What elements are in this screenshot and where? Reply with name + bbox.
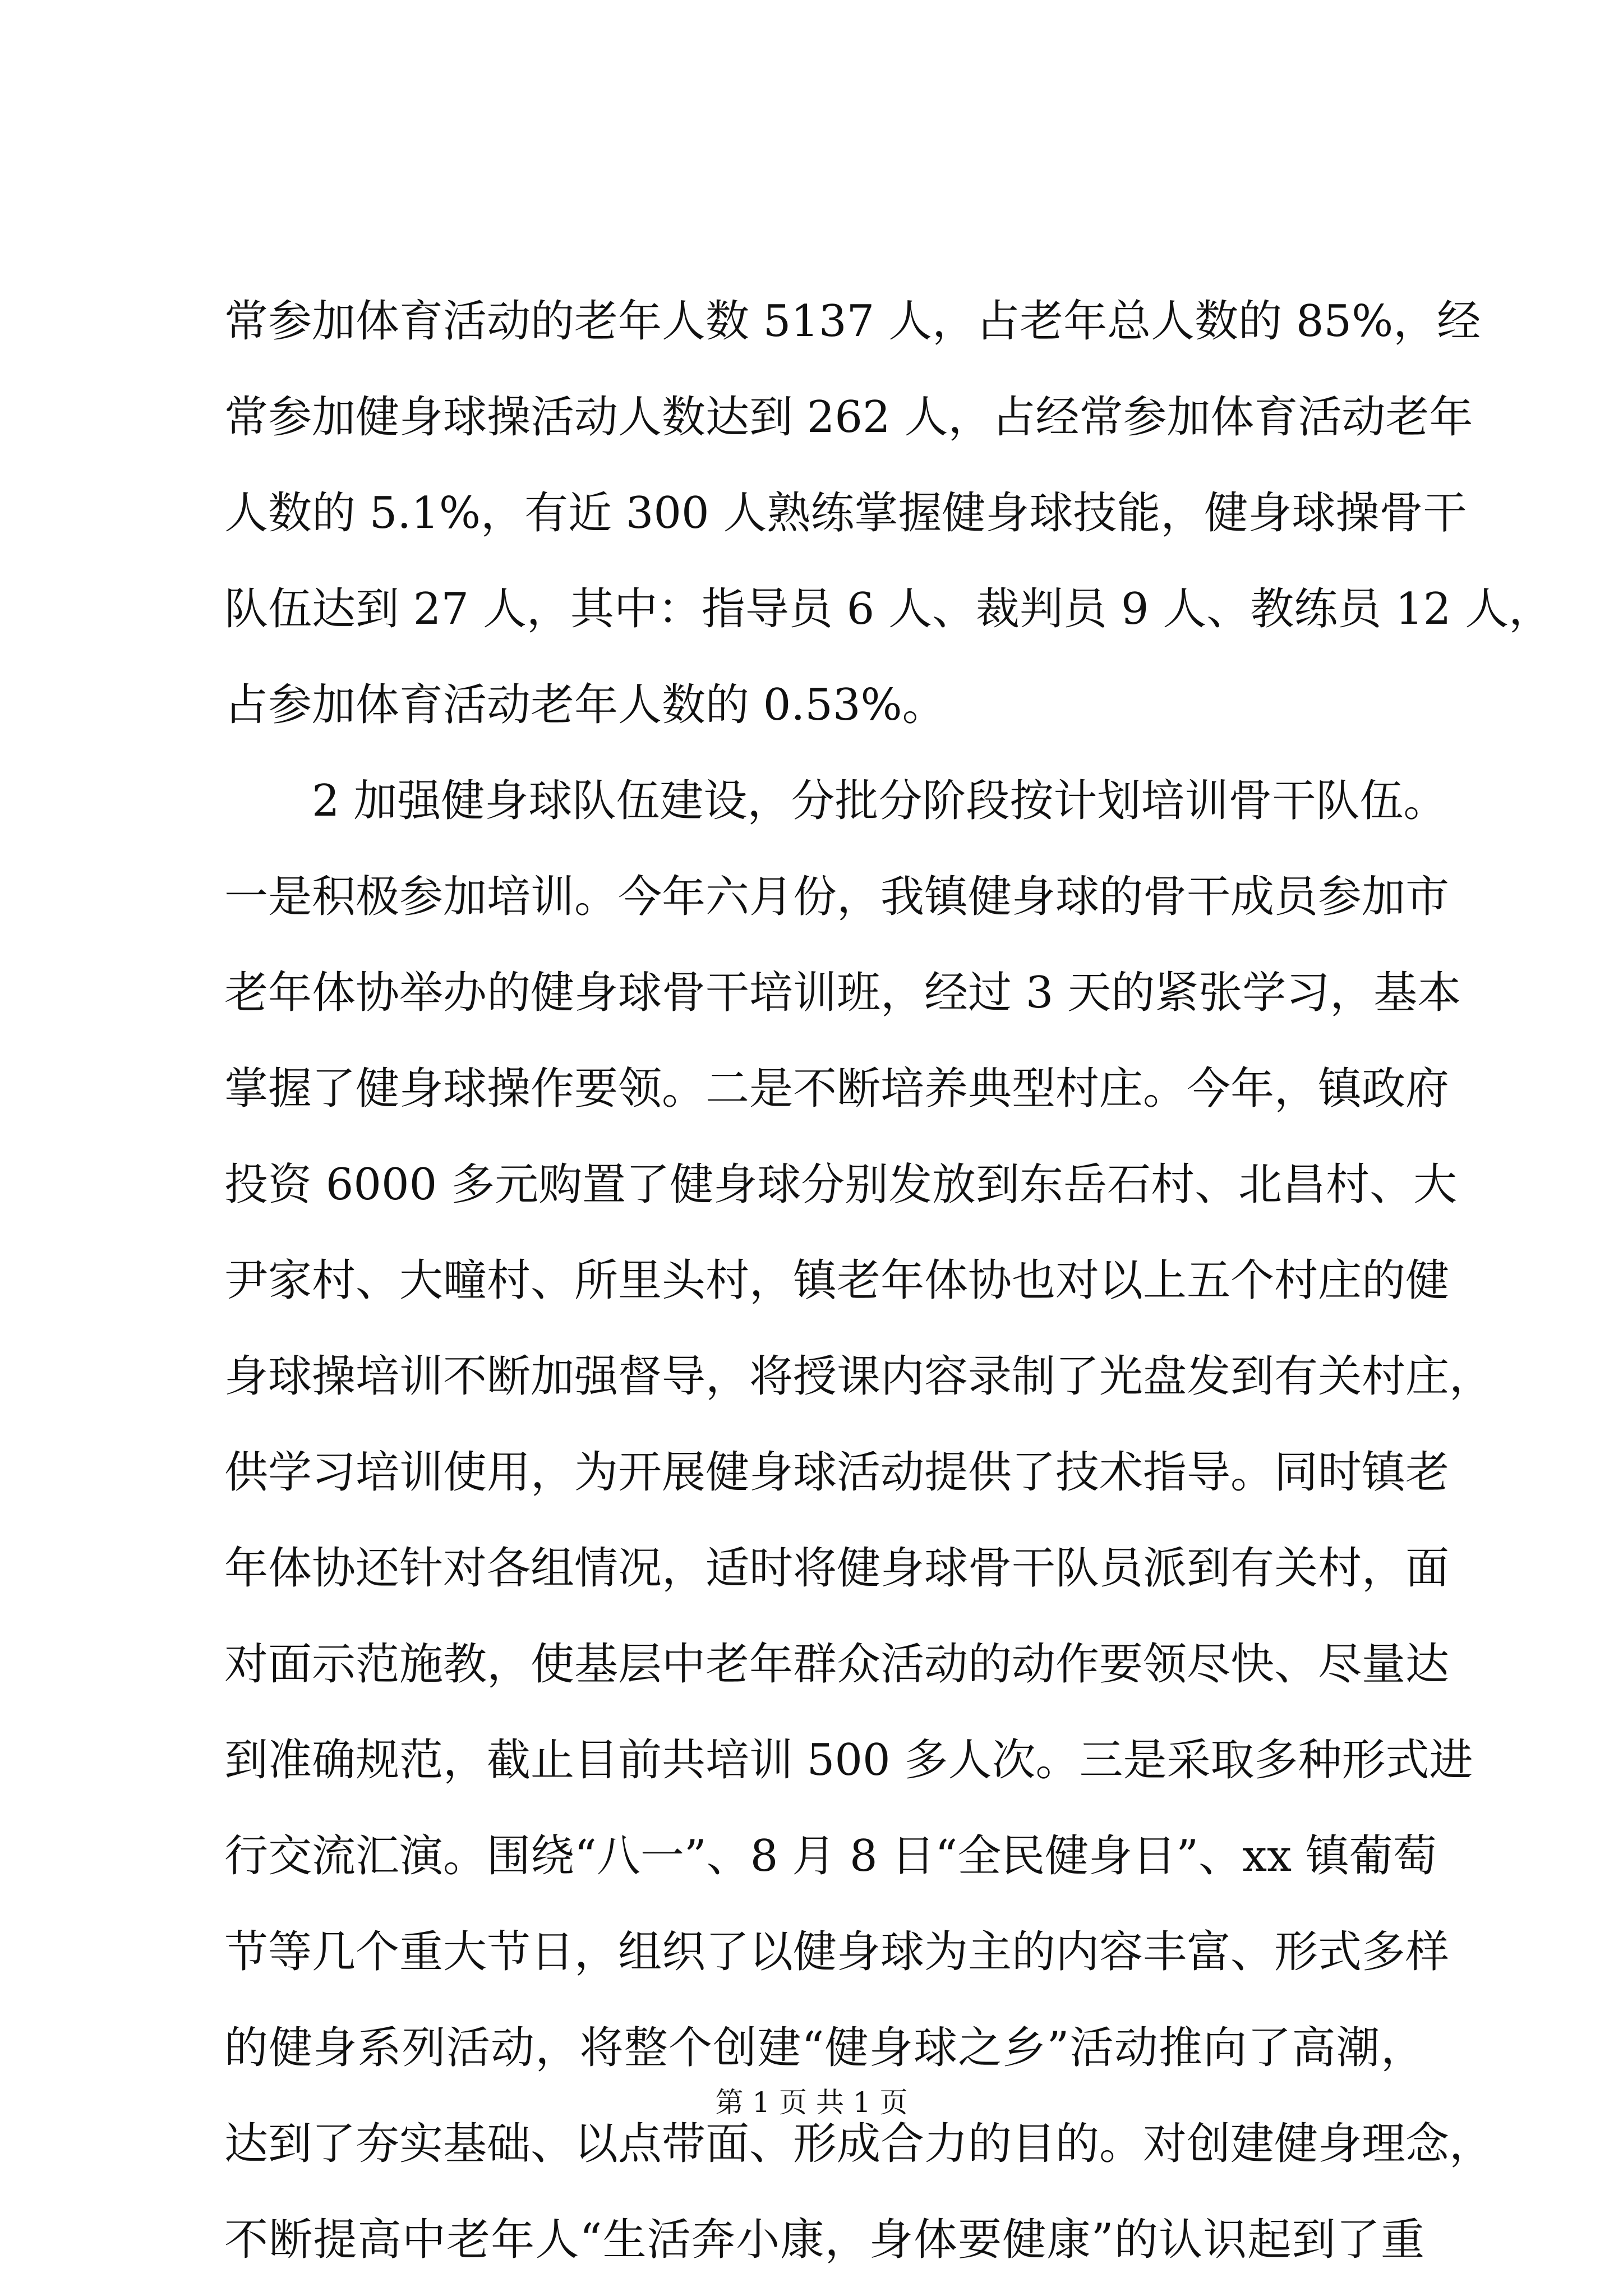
- text-line: 投资 6000 多元购置了健身球分别发放到东岳石村、北昌村、大: [224, 1159, 1458, 1210]
- text-line: 不断提高中老年人“生活奔小康，身体要健康”的认识起到了重: [224, 2215, 1424, 2265]
- text-line: 人数的 5.1%，有近 300 人熟练掌握健身球技能，健身球操骨干: [224, 488, 1467, 539]
- text-line: 尹家村、大疃村、所里头村，镇老年体协也对以上五个村庄的健: [224, 1255, 1450, 1306]
- text-line: 常参加健身球操活动人数达到 262 人，占经常参加体育活动老年: [224, 392, 1473, 443]
- text-line: 节等几个重大节日，组织了以健身球为主的内容丰富、形式多样: [224, 1927, 1450, 1977]
- text-line: 队伍达到 27 人，其中：指导员 6 人、裁判员 9 人、教练员 12 人，: [224, 584, 1553, 634]
- text-line: 供学习培训使用，为开展健身球活动提供了技术指导。同时镇老: [224, 1447, 1450, 1498]
- text-line: 对面示范施教，使基层中老年群众活动的动作要领尽快、尽量达: [224, 1639, 1450, 1690]
- text-line: 占参加体育活动老年人数的 0.53%。: [224, 680, 946, 730]
- text-line: 的健身系列活动，将整个创建“健身球之乡”活动推向了高潮，: [224, 2023, 1424, 2073]
- text-line: 到准确规范，截止目前共培训 500 多人次。三是采取多种形式进: [224, 1735, 1473, 1786]
- text-line: 年体协还针对各组情况，适时将健身球骨干队员派到有关村，面: [224, 1543, 1450, 1594]
- text-line: 行交流汇演。围绕“八一”、8 月 8 日“全民健身日”、xx 镇葡萄: [224, 1831, 1437, 1881]
- text-line: 掌握了健身球操作要领。二是不断培养典型村庄。今年，镇政府: [224, 1064, 1450, 1114]
- text-line: 老年体协举办的健身球骨干培训班，经过 3 天的紧张学习，基本: [224, 968, 1461, 1018]
- page-footer: [0, 2086, 1623, 2119]
- text-line: 常参加体育活动的老年人数 5137 人，占老年总人数的 85%，经: [224, 296, 1481, 347]
- paragraph-1: [224, 274, 1553, 753]
- text-line: 身球操培训不断加强督导，将授课内容录制了光盘发到有关村庄，: [224, 1351, 1493, 1402]
- text-line: 2 加强健身球队伍建设，分批分阶段按计划培训骨干队伍。: [312, 776, 1447, 826]
- page-number: 第 1 页 共 1 页: [715, 2086, 908, 2119]
- text-line: 达到了夯实基础、以点带面、形成合力的目的。对创建健身理念，: [224, 2119, 1493, 2169]
- document-body: [224, 274, 1553, 2288]
- paragraph-2: [224, 753, 1493, 2288]
- text-line: 一是积极参加培训。今年六月份，我镇健身球的骨干成员参加市: [224, 872, 1450, 922]
